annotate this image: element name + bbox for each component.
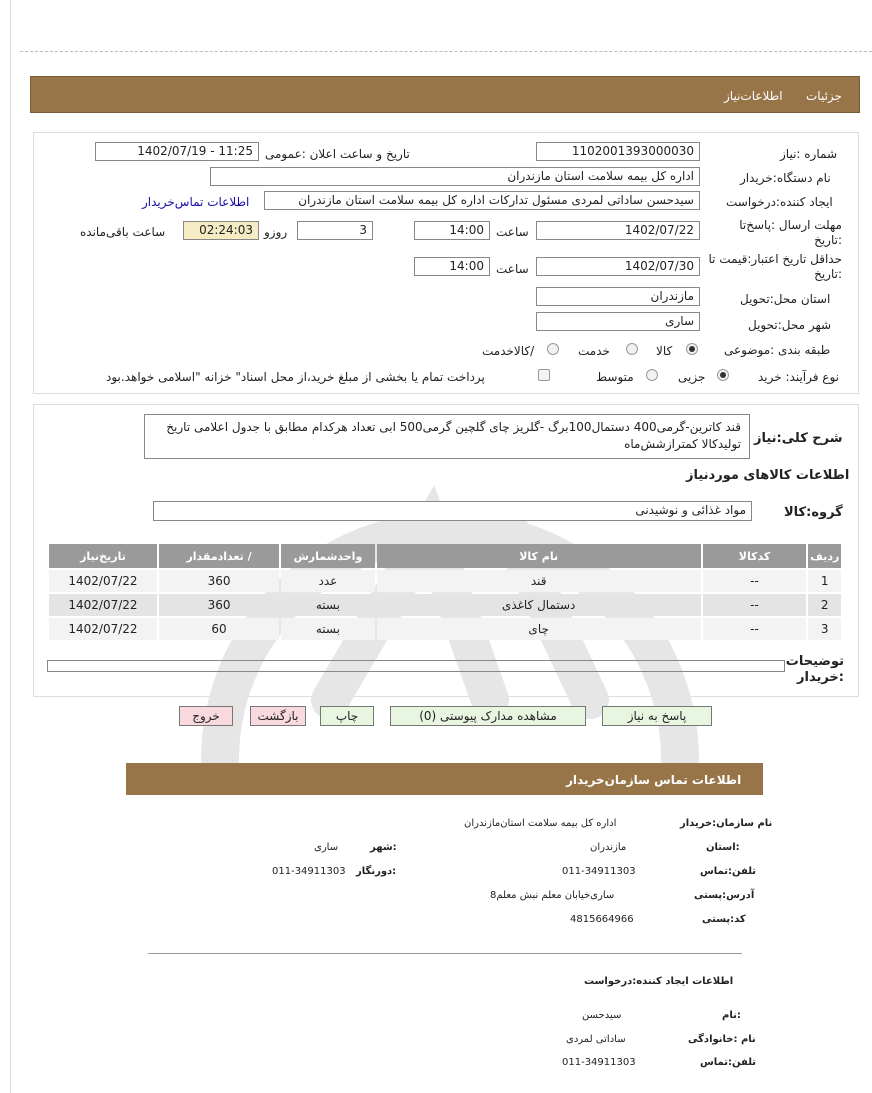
summary-label: شرح کلی:نیاز <box>754 431 843 446</box>
cell-date: 1402/07/22 <box>49 570 157 592</box>
cell-unit: بسته <box>281 618 375 640</box>
need-number-field: 1102001393000030 <box>536 142 700 161</box>
contact-province-label: :استان <box>706 842 740 853</box>
process-partial-label: جزیی <box>678 370 706 384</box>
buyer-contact-link[interactable]: اطلاعات تماس‌خریدار <box>142 195 250 209</box>
contact-city-value: ساری <box>314 842 339 853</box>
city-field: ساری <box>536 312 700 331</box>
tab-details[interactable]: جزئیات <box>806 89 842 103</box>
left-border <box>10 0 11 1093</box>
process-medium-label: متوسط <box>596 370 634 384</box>
group-field: مواد غذائی و نوشیدنی <box>153 501 752 521</box>
need-number-label: شماره :نیاز <box>780 147 837 161</box>
cell-name: دستمال کاغذی <box>377 594 701 616</box>
contact-province-value: مازندران <box>590 842 627 853</box>
cell-row: 2 <box>808 594 841 616</box>
creator-title: اطلاعات ایجاد کننده:درخواست <box>584 976 734 987</box>
contact-fax-value: 011-34911303 <box>272 866 346 877</box>
deadline-label-text: مهلت ارسال :پاسخ‌تا :تاریخ <box>739 218 842 247</box>
process-label: نوع فرآیند: خرید <box>758 370 839 384</box>
treasury-payment-checkbox[interactable] <box>538 369 550 381</box>
attachments-button[interactable]: مشاهده مدارک پیوستی (0) <box>390 706 586 726</box>
contact-org-label: نام سازمان:خریدار <box>680 818 773 829</box>
remaining-time-field: 02:24:03 <box>183 221 259 240</box>
contact-title: اطلاعات تماس سازمان‌خریدار <box>566 773 742 787</box>
exit-button[interactable]: خروج <box>179 706 233 726</box>
contact-divider <box>148 953 742 954</box>
summary-text-box <box>144 414 750 459</box>
creator-family-label: نام :خانوادگی <box>688 1034 756 1045</box>
table-row <box>49 570 841 592</box>
reply-button[interactable]: پاسخ به نیاز <box>602 706 712 726</box>
creator-phone-label: تلفن:تماس <box>700 1057 757 1068</box>
buyer-org-field: اداره کل بیمه سلامت استان مازندران <box>210 167 700 186</box>
deadline-label <box>712 218 842 248</box>
validity-time-field: 14:00 <box>414 257 490 276</box>
category-goods-label: کالا <box>656 344 673 358</box>
contact-fax-label: :دورنگار <box>356 866 397 877</box>
day-label: روزو <box>264 225 288 239</box>
validity-label-text: حداقل تاریخ اعتبار:قیمت تا :تاریخ <box>708 252 842 281</box>
top-divider <box>20 51 872 52</box>
days-field: 3 <box>297 221 373 240</box>
table-row <box>49 618 841 640</box>
cell-code: -- <box>703 570 807 592</box>
cell-qty: 360 <box>159 594 279 616</box>
cell-date: 1402/07/22 <box>49 594 157 616</box>
category-service-radio[interactable] <box>626 343 638 355</box>
announce-field: 1402/07/19 - 11:25 <box>95 142 259 161</box>
buyer-notes-label <box>785 654 844 686</box>
creator-name-label: :نام <box>722 1010 741 1021</box>
cell-name: قند <box>377 570 701 592</box>
category-goods-service-radio[interactable] <box>547 343 559 355</box>
buyer-notes-box <box>47 660 785 672</box>
validity-label <box>706 252 842 282</box>
city-label: شهر محل:تحویل <box>748 318 832 332</box>
col-unit: واحدشمارش <box>281 544 375 568</box>
process-medium-radio[interactable] <box>646 369 658 381</box>
contact-postal-label: کد:پستی <box>702 914 746 925</box>
contact-city-label: :شهر <box>370 842 397 853</box>
category-goods-radio[interactable] <box>686 343 698 355</box>
creator-name-value: سیدحسن <box>582 1010 622 1021</box>
goods-info-title: اطلاعات کالاهای موردنیاز <box>686 468 850 483</box>
province-field: مازندران <box>536 287 700 306</box>
province-label: استان محل:تحویل <box>740 292 831 306</box>
treasury-payment-note: پرداخت تمام یا بخشی از مبلغ خرید،از محل اسناد" خزانه "اسلامی خواهد.بود <box>106 370 485 384</box>
col-code: کدکالا <box>703 544 807 568</box>
deadline-time-label: ساعت <box>496 225 529 239</box>
cell-code: -- <box>703 618 807 640</box>
validity-date-field: 1402/07/30 <box>536 257 700 276</box>
buyer-notes-label-text: توضیحات :خریدار <box>785 654 844 685</box>
cell-qty: 360 <box>159 570 279 592</box>
contact-phone-value: 011-34911303 <box>562 866 636 877</box>
contact-address-value: ساری‌خیابان معلم نبش معلم8 <box>490 890 615 901</box>
cell-unit: عدد <box>281 570 375 592</box>
contact-postal-value: 4815664966 <box>570 914 634 925</box>
table-header-row <box>49 544 841 568</box>
creator-field: سیدحسن ساداتی لمردی مسئول تدارکات اداره کل بیمه سلامت استان مازندران <box>264 191 700 210</box>
cell-row: 3 <box>808 618 841 640</box>
col-row: ردیف <box>808 544 841 568</box>
process-partial-radio[interactable] <box>717 369 729 381</box>
cell-code: -- <box>703 594 807 616</box>
group-label: گروه:کالا <box>784 505 843 520</box>
category-service-label: خدمت <box>578 344 610 358</box>
col-name: نام کالا <box>377 544 701 568</box>
col-qty: / تعدادمقدار <box>159 544 279 568</box>
summary-text: قند کاترین-گرمی400 دستمال100برگ -گلریز چای گلچین گرمی500 ابی تعداد هرکدام مطابق با جدول اعلامی تاریخ تولیدکالا کمترازشش‌ماه <box>166 420 741 451</box>
announce-label: تاریخ و ساعت اعلان :عمومی <box>265 147 410 161</box>
print-button[interactable]: چاپ <box>320 706 374 726</box>
tab-need-info[interactable]: اطلاعات‌نیاز <box>724 89 783 103</box>
contact-org-value: اداره کل بیمه سلامت استان‌مازندران <box>464 818 617 829</box>
col-date: تاریخ‌نیاز <box>49 544 157 568</box>
creator-label: ایجاد کننده:درخواست <box>726 195 833 209</box>
cell-qty: 60 <box>159 618 279 640</box>
remaining-label: ساعت باقی‌مانده <box>80 225 166 239</box>
contact-phone-label: تلفن:تماس <box>700 866 757 877</box>
back-button[interactable]: بازگشت <box>250 706 306 726</box>
creator-phone-value: 011-34911303 <box>562 1057 636 1068</box>
goods-table <box>47 542 843 642</box>
table-row <box>49 594 841 616</box>
deadline-date-field: 1402/07/22 <box>536 221 700 240</box>
validity-time-label: ساعت <box>496 262 529 276</box>
cell-name: چای <box>377 618 701 640</box>
category-goods-service-label: /کالاخدمت <box>482 344 535 358</box>
cell-row: 1 <box>808 570 841 592</box>
cell-date: 1402/07/22 <box>49 618 157 640</box>
cell-unit: بسته <box>281 594 375 616</box>
creator-family-value: ساداتی لمردی <box>566 1034 626 1045</box>
category-label: طبقه بندی :موضوعی <box>724 343 831 357</box>
deadline-time-field: 14:00 <box>414 221 490 240</box>
buyer-org-label: نام دستگاه:خریدار <box>740 171 831 185</box>
contact-address-label: آدرس:پستی <box>694 890 755 901</box>
